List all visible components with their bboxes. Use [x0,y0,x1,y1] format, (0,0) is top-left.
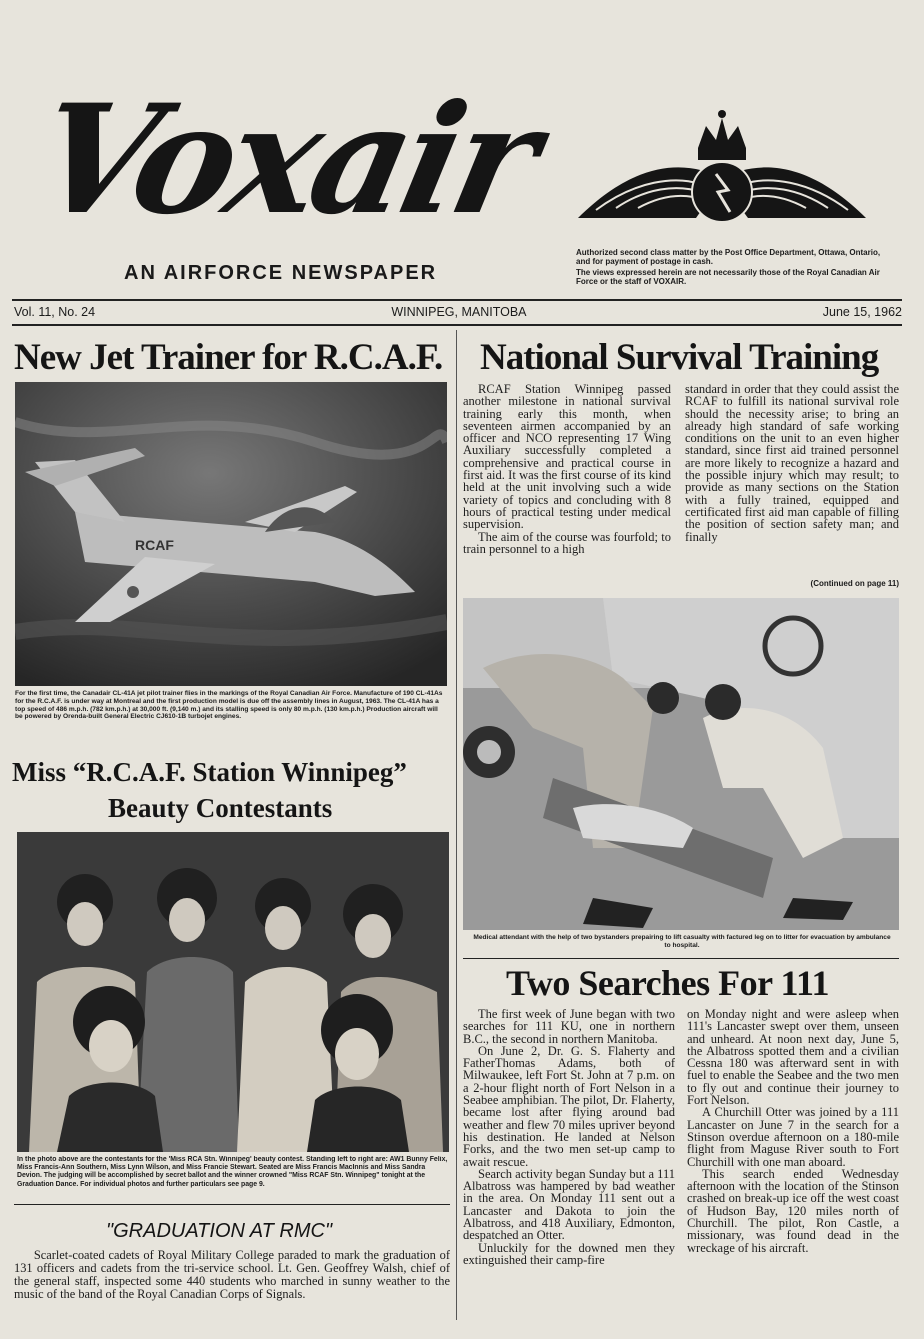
masthead-rule-bottom [12,324,902,326]
issue-date: June 15, 1962 [822,305,902,319]
group-portrait-icon [17,832,449,1152]
beauty-headline-line1: Miss “R.C.A.F. Station Winnipeg” [12,757,407,787]
survival-caption: Medical attendant with the help of two bystanders prepairing to lift casualty with factured leg on to litter for evacuation by ambulance to hospital. [473,934,891,949]
rcaf-wings-crown-icon [576,100,868,230]
svg-text:RCAF: RCAF [135,537,174,553]
authorization-notice: Authorized second class matter by the Post Office Department, Ottawa, Ontario, and for payment of postage in cash. [576,248,881,266]
search-rule [463,958,899,959]
survival-col1-p1: RCAF Station Winnipeg passed another milestone in national survival training early this month, when seventeen airmen accompanied by an officer and NCO representing 17 Wing Auxiliary successfully completed a comprehensive and practical course in first aid. It was the first course of its kind held at the unit involving such a wide variety of topics and concluding with 8 hours of practical testing under medical supervision. [463,383,671,532]
masthead-logo: Voxair [21,72,549,248]
column-divider [456,330,457,1320]
rmc-rule [14,1204,450,1205]
search-col1-p2: On June 2, Dr. G. S. Flaherty and FatherThomas Adams, both of Milwaukee, left Fort St. John at 7 p.m. on a 2-hour flight north of Fort Nelson in a Seabee amphibian. The pilot, Dr. Flaherty, became lost after flying around bad weather and flew 70 miles upriver beyond his destination. He landed at Nelson Forks, and the two men set-up camp to await rescue. [463,1043,675,1169]
search-col2-p1: on Monday night and were asleep when 111's Lancaster swept over them, unseen and unheard. At noon next day, June 5, the Albatross spotted them and a civilian Cessna 180 was afterward sent in with fuel to enable the Seabee and the two men to fly out and continue their journey to Fort Nelson. [687,1008,899,1108]
beauty-headline-line2: Beauty Contestants [108,793,333,823]
masthead-subtitle: AN AIRFORCE NEWSPAPER [124,262,438,284]
issue-volume: Vol. 11, No. 24 [14,305,96,319]
rmc-paragraph: Scarlet-coated cadets of Royal Military College paraded to mark the graduation of 131 officers and cadets from the tri-service school. Lt. Gen. Geoffrey Walsh, chief of the general staff, inspected some 440 students who marched in sunny weather to the music of the band of the Royal Canadian Corps of Signals. [14,1249,450,1302]
jet-photo [15,382,447,686]
jet-caption: For the first time, the Canadair CL-41A jet pilot trainer flies in the markings of the Royal Canadian Air Force. Manufacture of 190 CL-41As for the R.C.A.F. is under way at Montreal and the first production model is due off the assembly lines in August, 1963. The CL-41A has a top speed of 486 m.p.h. (782 km.p.h.) at 30,000 ft. (9,140 m.) and its stalling speed is only 80 m.p.h. (130 km.p.h.) Production aircraft will be powered by Orenda-built General Electric CJ610-1B turbojet engines. [15,690,443,721]
search-col2-p2: A Churchill Otter was joined by a 111 Lancaster on June 7 in the search for a Stinson overdue afternoon on a 180-mile flight from Maguse River south to Fort Churchill with one man aboard. [687,1105,899,1169]
survival-col1 [463,383,671,591]
search-col1 [463,1008,675,1316]
survival-photo [463,598,899,930]
search-col1-p3: Search activity began Sunday but a 111 Albatross was hampered by bad weather in the area. On Monday 111 sent out a Lancaster and Dakota to join the Albatross, and 418 Auxiliary, Edmonton, despatched an Otter. [463,1166,675,1243]
search-col1-p4: Unluckily for the downed men they extinguished their camp-fire [463,1240,675,1267]
jet-aircraft-icon [15,382,447,686]
search-col2-p3: This search ended Wednesday afternoon with the location of the Stinson crashed on break-up ice off the west coast of Hudson Bay, 120 miles north of Churchill. The pilot, Ron Castle, a missionary, was found dead in the wreckage of his aircraft. [687,1166,899,1255]
survival-continued: (Continued on page 11) [810,579,899,588]
search-col2 [687,1008,899,1316]
survival-col2-p1: standard in order that they could assist the RCAF to fulfill its national survival role should the necessity arise; to bring an already high standard of safe working conditions on the unit to an even higher standard, since first aid trained personnel are more likely to recognize a hazard and the possible injury which may result; to provide as many sections on the Station with a fully trained, equipped and certificated first aid man capable of filling the position of section safety man; and finally [685,383,899,544]
beauty-photo [17,832,449,1152]
rmc-headline: "GRADUATION AT RMC" [106,1220,333,1242]
disclaimer-notice: The views expressed herein are not necessarily those of the Royal Canadian Air Force or the staff of VOXAIR. [576,268,880,286]
jet-headline: New Jet Trainer for R.C.A.F. [14,337,443,378]
masthead-rule-top [12,299,902,301]
issue-place: WINNIPEG, MANITOBA [391,305,527,319]
search-headline: Two Searches For 111 [506,963,829,1003]
rmc-body [14,1249,450,1315]
survival-col2 [685,383,899,579]
issue-line [14,305,902,321]
first-aid-scene-icon [463,598,899,930]
survival-col1-p2: The aim of the course was fourfold; to train personnel to a high [463,529,671,556]
survival-headline: National Survival Training [480,337,879,378]
beauty-caption: In the photo above are the contestants for the 'Miss RCA Stn. Winnipeg' beauty contest. Standing left to right are: AW1 Bunny Felix, Miss Francis-Ann Southern, Miss Lynn Wilson, and Miss Francie Stewart. Seated are Miss Francis MacInnis and Miss Sandra Devion. The judging will be accomplished by secret ballot and the winner crowned "Miss RCAF Stn. Winnipeg" tonight at the Graduation Dance. For individual photos and further particulars see page 9. [17,1156,448,1188]
search-col1-p1: The first week of June began with two searches for 111 KU, one in northern B.C., the second in northern Manitoba. [463,1008,675,1046]
